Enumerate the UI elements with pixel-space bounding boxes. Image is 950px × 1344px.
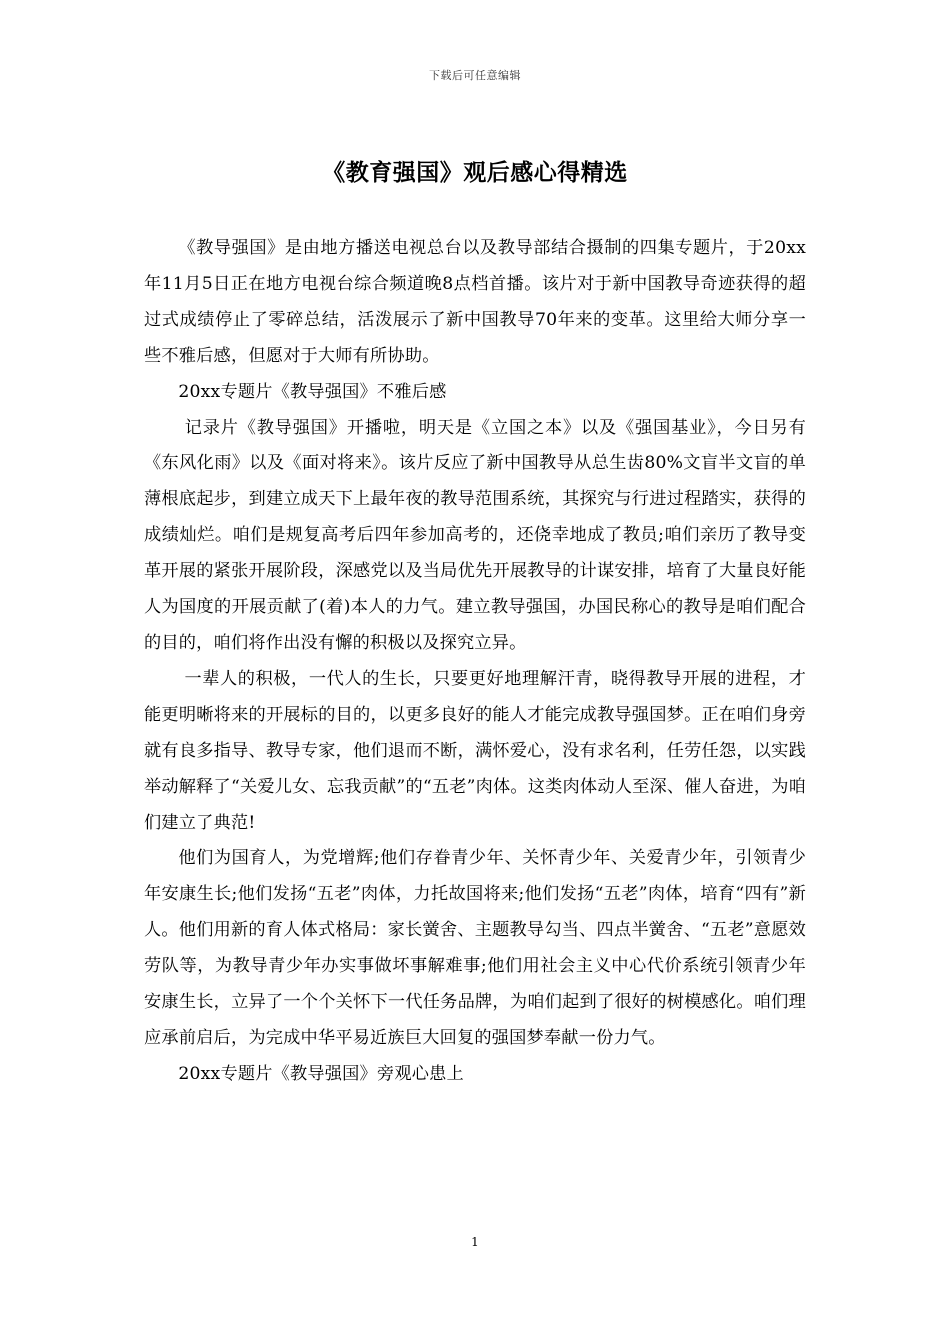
- section-heading: 20xx专题片《教导强国》不雅后感: [178, 381, 447, 402]
- body-paragraph: 一辈人的积极，一代人的生长，只要更好地理解汗青，晓得教导开展的进程，才能更明晰将来的开展标的目的，以更多良好的能人才能完成教导强国梦。正在咱们身旁就有良多指导、教导专家，他们退而不断，满怀爱心，没有求名利，任劳任怨，以实践举动解释了“关爱儿女、忘我贡献”的“五老”肉体。这类肉体动人至深、催人奋进，为咱们建立了典范!: [144, 668, 806, 833]
- intro-paragraph: 《教导强国》是由地方播送电视总台以及教导部结合摄制的四集专题片，于20xx年11月5日正在地方电视台综合频道晚8点档首播。该片对于新中国教导奇迹获得的超过式成绩停止了零碎总结，活泼展示了新中国教导70年来的变革。这里给大师分享一些不雅后感，但愿对于大师有所协助。: [144, 238, 806, 366]
- section-heading: 20xx专题片《教导强国》旁观心患上: [178, 1063, 464, 1084]
- body-paragraph: 记录片《教导强国》开播啦，明天是《立国之本》以及《强国基业》，今日另有《东风化雨》以及《面对将来》。该片反应了新中国教导从总生齿80%文盲半文盲的单薄根底起步，到建立成天下上最年夜的教导范围系统，其探究与行进过程踏实，获得的成绩灿烂。咱们是规复高考后四年参加高考的，还侥幸地成了教员;咱们亲历了教导变革开展的紧张开展阶段，深感党以及当局优先开展教导的计谋安排，培育了大量良好能人为国度的开展贡献了(着)本人的力气。建立教导强国，办国民称心的教导是咱们配合的目的，咱们将作出没有懈的积极以及探究立异。: [144, 417, 806, 653]
- document-title: 《教育强国》观后感心得精选: [322, 159, 628, 186]
- page-number: 1: [471, 1235, 479, 1249]
- body-paragraph: 他们为国育人，为党增辉;他们存眷青少年、关怀青少年、关爱青少年，引领青少年安康生长;他们发扬“五老”肉体，力托故国将来;他们发扬“五老”肉体，培育“四有”新人。他们用新的育人体式格局：家长黉舍、主题教导勾当、四点半黉舍、“五老”意愿效劳队等，为教导青少年办实事做坏事解难事;他们用社会主义中心代价系统引领青少年安康生长，立异了一个个关怀下一代任务品牌，为咱们起到了很好的树模感化。咱们理应承前启后，为完成中华平易近族巨大回复的强国梦奉献一份力气。: [144, 848, 806, 1048]
- document-body: [144, 231, 806, 1093]
- page-header-note: 下载后可任意编辑: [429, 69, 521, 82]
